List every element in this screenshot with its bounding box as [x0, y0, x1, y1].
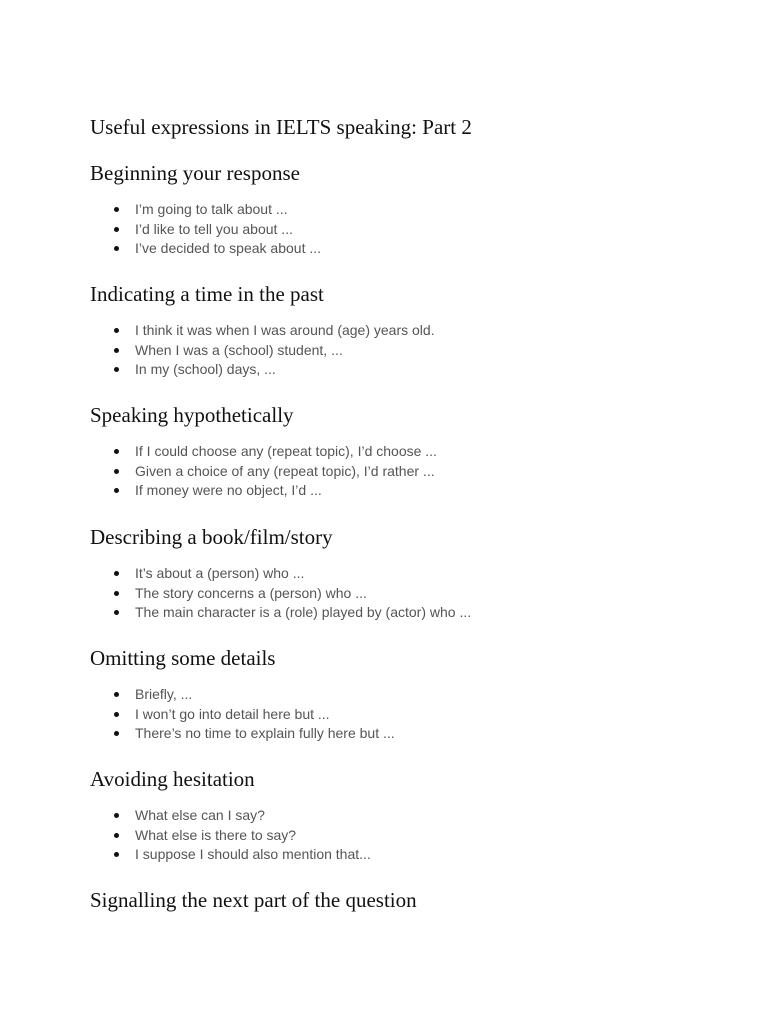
section-avoiding-hesitation: [90, 766, 730, 865]
bullet-icon: [114, 328, 119, 333]
bullet-list: [90, 442, 730, 501]
section-omitting-some-details: [90, 645, 730, 744]
bullet-icon: [114, 610, 119, 615]
list-item-text: If money were no object, I’d ...: [135, 482, 322, 498]
bullet-list: [90, 806, 730, 865]
section-indicating-time-in-past: [90, 281, 730, 380]
bullet-icon: [114, 207, 119, 212]
list-item: [90, 564, 730, 584]
bullet-icon: [114, 571, 119, 576]
bullet-list: [90, 564, 730, 623]
bullet-icon: [114, 449, 119, 454]
list-item: [90, 705, 730, 725]
bullet-icon: [114, 712, 119, 717]
list-item-text: I’d like to tell you about ...: [135, 220, 293, 237]
list-item-text: I’ve decided to speak about ...: [135, 240, 322, 256]
section-heading: Indicating a time in the past: [90, 282, 324, 306]
bullet-icon: [114, 488, 119, 493]
list-item: [90, 321, 730, 341]
list-item-text: If I could choose any (repeat topic), I’d choose ...: [135, 443, 437, 459]
list-item-text: What else can I say?: [135, 807, 265, 823]
list-item: [90, 200, 730, 220]
bullet-icon: [114, 813, 119, 818]
list-item: [90, 685, 730, 705]
list-item-text: What else is there to say?: [135, 826, 297, 843]
section-describing-book-film-story: [90, 524, 730, 623]
bullet-icon: [114, 591, 119, 596]
list-item-text: It’s about a (person) who ...: [135, 565, 305, 581]
list-item-text: In my (school) days, ...: [135, 361, 276, 377]
bullet-list: [90, 200, 730, 259]
list-item: [90, 584, 730, 604]
document-title: Useful expressions in IELTS speaking: Part 2: [90, 115, 472, 139]
list-item-text: When I was a (school) student, ...: [135, 341, 343, 358]
bullet-icon: [114, 731, 119, 736]
list-item: [90, 341, 730, 361]
list-item: [90, 724, 730, 744]
section-speaking-hypothetically: [90, 402, 730, 501]
list-item-text: I suppose I should also mention that...: [135, 846, 371, 862]
list-item: [90, 239, 730, 259]
list-item-text: There’s no time to explain fully here but ...: [135, 725, 395, 741]
bullet-icon: [114, 227, 119, 232]
list-item-text: The story concerns a (person) who ...: [135, 584, 367, 601]
list-item-text: Given a choice of any (repeat topic), I’d rather ...: [135, 462, 435, 479]
list-item: [90, 481, 730, 501]
list-item: [90, 442, 730, 462]
section-heading: Avoiding hesitation: [90, 767, 255, 791]
bullet-icon: [114, 833, 119, 838]
bullet-list: [90, 685, 730, 744]
section-beginning-your-response: [90, 160, 730, 259]
list-item: [90, 360, 730, 380]
list-item-text: I won’t go into detail here but ...: [135, 705, 330, 722]
list-item: [90, 845, 730, 865]
section-heading: Signalling the next part of the question: [90, 888, 417, 912]
bullet-icon: [114, 692, 119, 697]
list-item: [90, 603, 730, 623]
bullet-icon: [114, 246, 119, 251]
bullet-icon: [114, 367, 119, 372]
section-heading: Beginning your response: [90, 161, 300, 185]
list-item-text: Briefly, ...: [135, 686, 193, 702]
list-item: [90, 806, 730, 826]
list-item: [90, 220, 730, 240]
section-heading: Omitting some details: [90, 646, 276, 670]
section-heading: Describing a book/film/story: [90, 525, 333, 549]
bullet-list: [90, 321, 730, 380]
section-signalling-next-part: [90, 887, 730, 913]
list-item-text: I think it was when I was around (age) years old.: [135, 322, 435, 338]
bullet-icon: [114, 348, 119, 353]
bullet-icon: [114, 852, 119, 857]
list-item-text: The main character is a (role) played by (actor) who ...: [135, 604, 472, 620]
list-item-text: I’m going to talk about ...: [135, 201, 288, 217]
list-item: [90, 826, 730, 846]
list-item: [90, 462, 730, 482]
section-heading: Speaking hypothetically: [90, 403, 294, 427]
bullet-icon: [114, 469, 119, 474]
